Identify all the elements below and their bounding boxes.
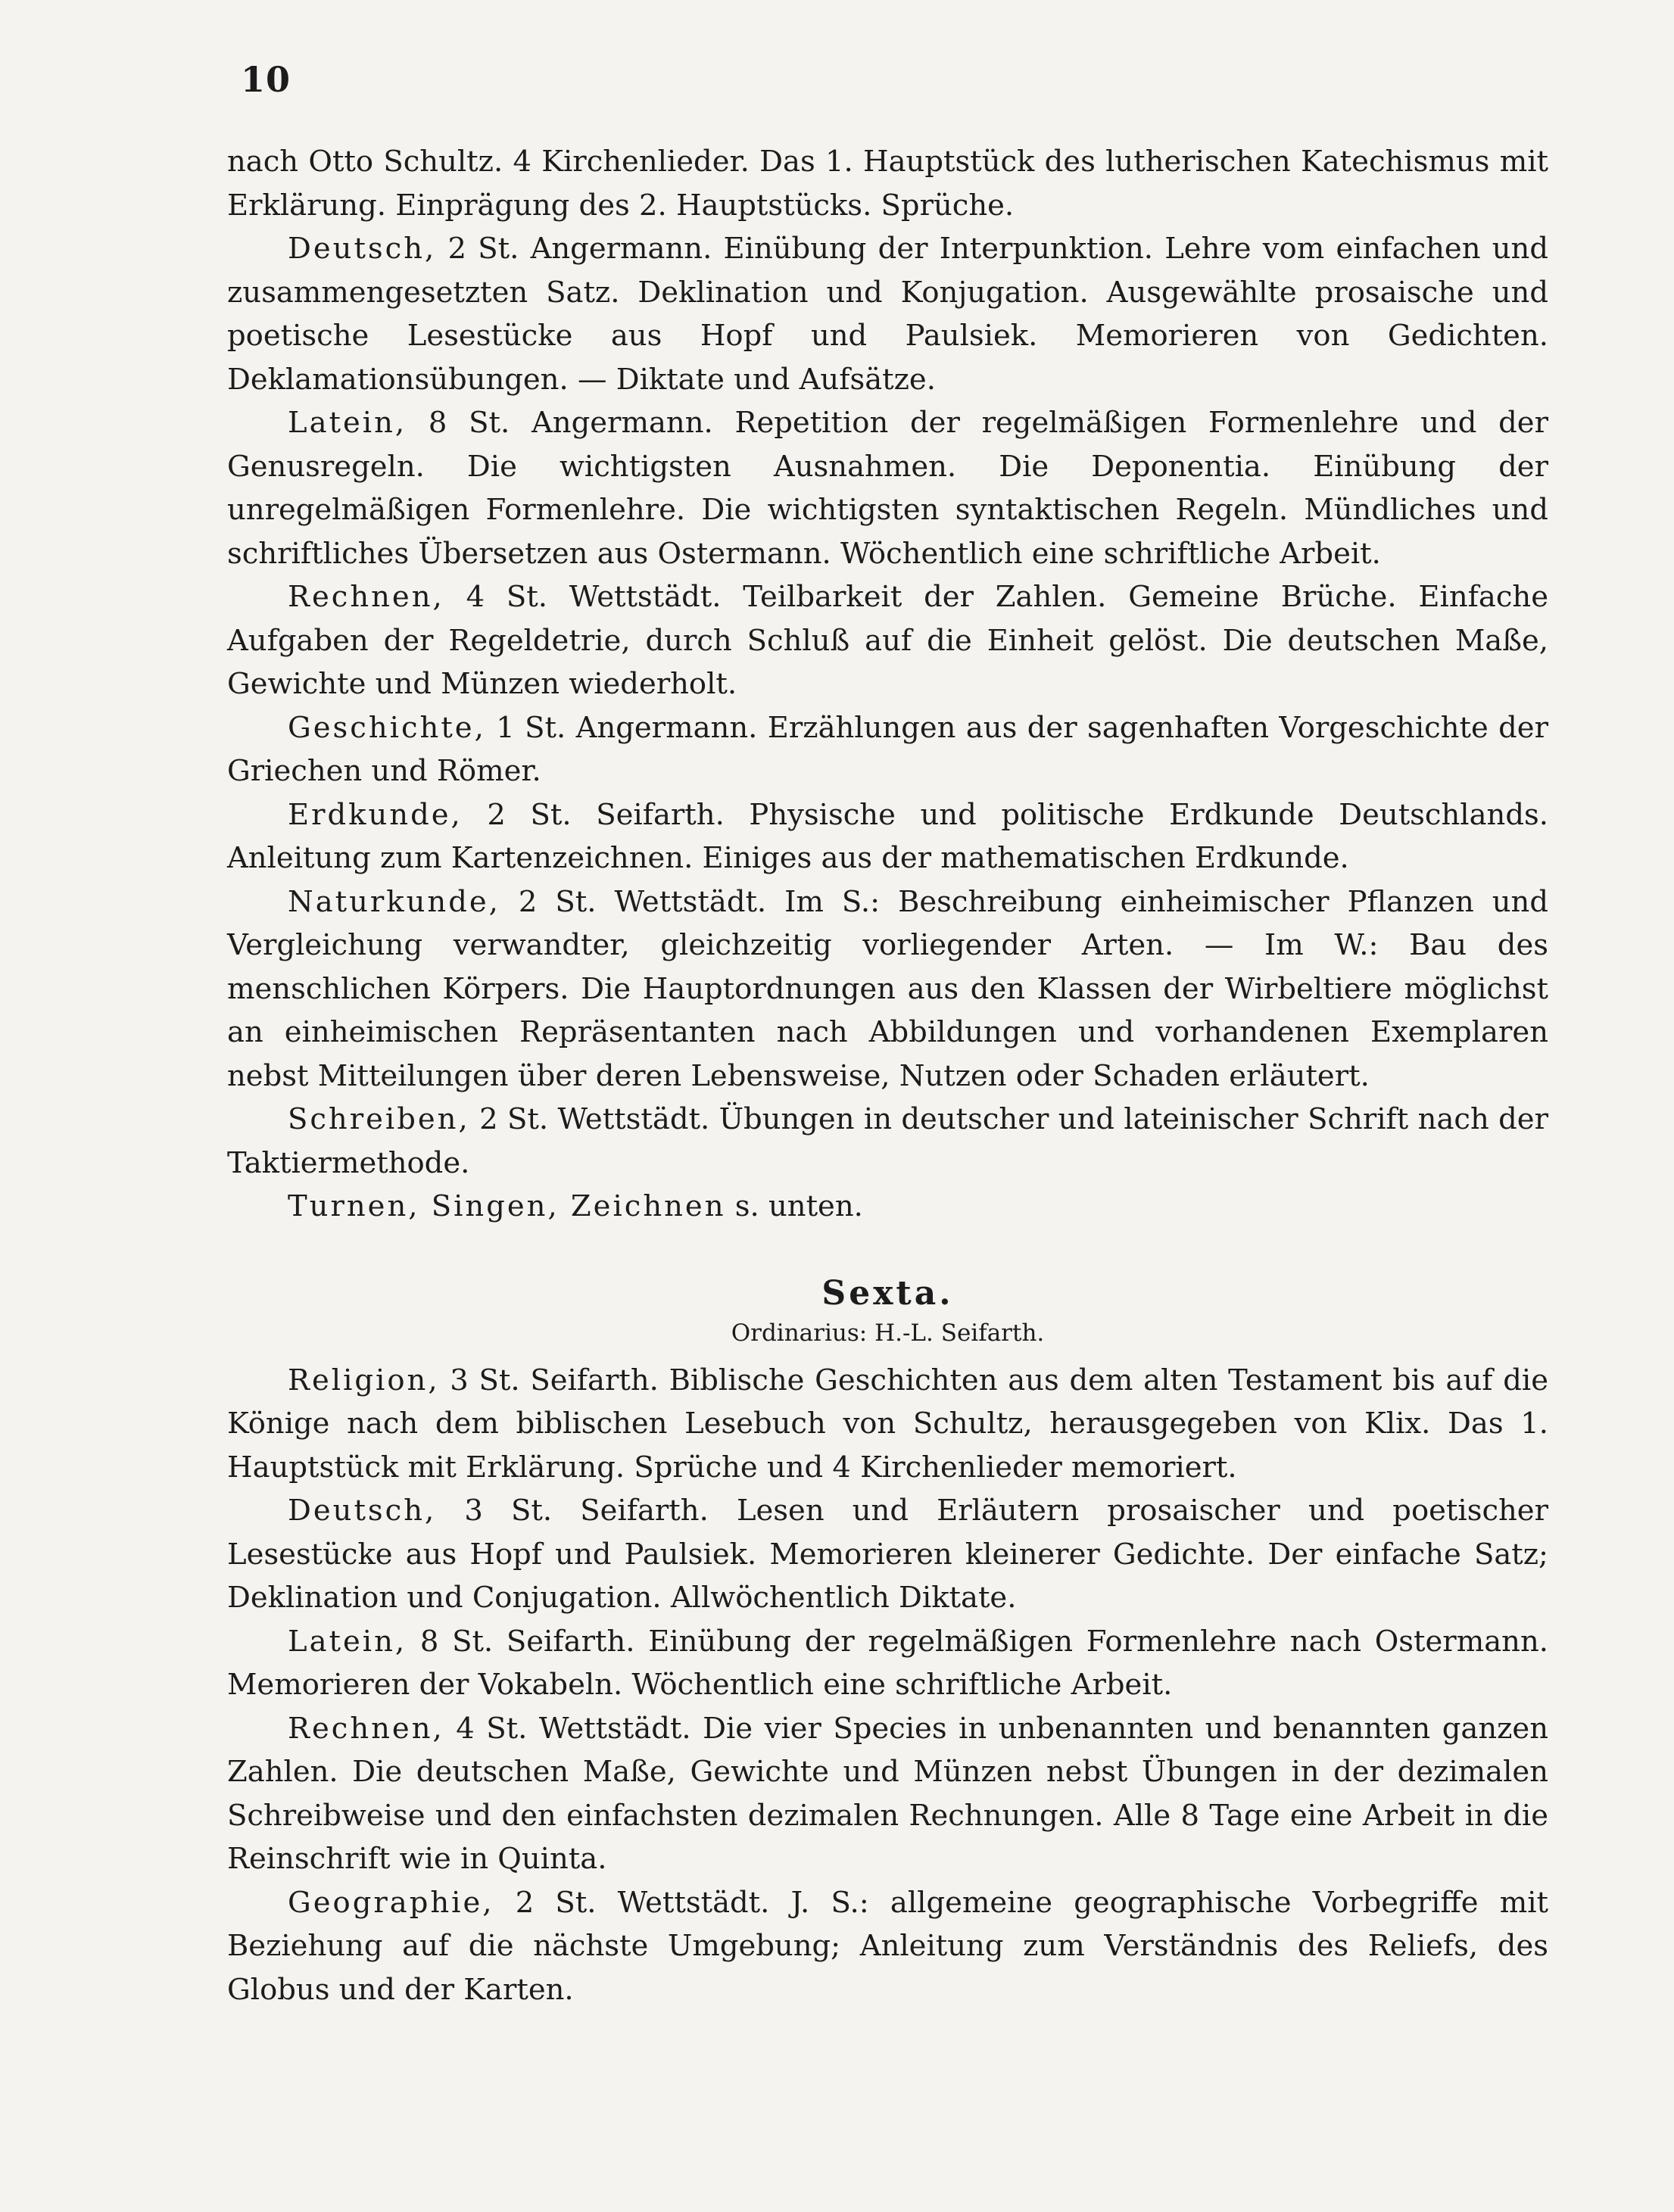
subject-label: Erdkunde, — [288, 797, 463, 832]
paragraph-latein-sexta: Latein, 8 St. Seifarth. Einübung der regelmäßigen Formenlehre nach Ostermann. Memorieren der Vokabeln. Wöchentlich eine schriftliche Arbeit. — [227, 1624, 1548, 1702]
subject-label: Rechnen, — [288, 1711, 444, 1746]
subject-label: Naturkunde, — [288, 884, 500, 919]
paragraph-geographie-sexta: Geographie, 2 St. Wettstädt. J. S.: allgemeine geographische Vorbegriffe mit Beziehung auf die nächste Umgebung; Anleitung zum Verständnis des Reliefs, des Globus und der Karten. — [227, 1885, 1548, 2007]
ordinarius-line: Ordinarius: H.-L. Seifarth. — [731, 1319, 1045, 1347]
subject-label: Latein, — [288, 1624, 407, 1659]
paragraph-rechnen-quinta: Rechnen, 4 St. Wettstädt. Teilbarkeit der Zahlen. Gemeine Brüche. Einfache Aufgaben der Regeldetrie, durch Schluß auf die Einheit gelöst. Die deutschen Maße, Gewichte und Münzen wiederholt. — [227, 580, 1548, 701]
paragraph-rechnen-sexta: Rechnen, 4 St. Wettstädt. Die vier Species in unbenannten und benannten ganzen Zahlen. Die deutschen Maße, Gewichte und Münzen nebst Übungen in der dezimalen Schreibweise und den einfachsten dezimalen Rechnungen. Alle 8 Tage eine Arbeit in die Reinschrift wie in Quinta. — [227, 1711, 1548, 1876]
paragraph-latein-quinta: Latein, 8 St. Angermann. Repetition der regelmäßigen Formenlehre und der Genusregeln. Die wichtigsten Ausnahmen. Die Deponentia. Einübung der unregelmäßigen Formenlehre. Die wichtigsten syntaktischen Regeln. Mündliches und schriftliches Übersetzen aus Ostermann. Wöchentlich eine schriftliche Arbeit. — [227, 406, 1548, 571]
subject-label: Latein, — [288, 406, 407, 440]
subject-label: Schreiben, — [288, 1102, 470, 1136]
paragraph-naturkunde-quinta: Naturkunde, 2 St. Wettstädt. Im S.: Beschreibung einheimischer Pflanzen und Vergleichung verwandter, gleichzeitig vorliegender Arten. — Im W.: Bau des menschlichen Körpers. Die Hauptordnungen aus den Klassen der Wirbeltiere möglichst an einheimischen Repräsentanten nach Abbildungen und vorhandenen Exemplaren nebst Mitteilungen über deren Lebensweise, Nutzen oder Schaden erläutert. — [227, 884, 1548, 1093]
subject-label: Rechnen, — [288, 580, 444, 614]
subject-label: Geschichte, — [288, 710, 486, 745]
page-number: 10 — [241, 59, 291, 100]
subject-label: Deutsch, — [288, 232, 437, 266]
paragraph-deutsch-sexta: Deutsch, 3 St. Seifarth. Lesen und Erläutern prosaischer und poetischer Lesestücke aus Hopf und Paulsiek. Memorieren kleinerer Gedichte. Der einfache Satz; Deklination und Conjugation. Allwöchentlich Diktate. — [227, 1494, 1548, 1615]
paragraph-turnen-singen-zeichnen: Turnen, Singen, Zeichnen s. unten. — [288, 1189, 863, 1223]
page-body — [227, 140, 1548, 2011]
subject-label: Turnen, Singen, Zeichnen — [288, 1189, 726, 1223]
paragraph-schreiben-quinta: Schreiben, 2 St. Wettstädt. Übungen in deutscher und lateinischer Schrift nach der Taktiermethode. — [227, 1102, 1548, 1180]
paragraph-religion-sexta: Religion, 3 St. Seifarth. Biblische Geschichten aus dem alten Testament bis auf die Könige nach dem biblischen Lesebuch von Schultz, herausgegeben von Klix. Das 1. Hauptstück mit Erklärung. Sprüche und 4 Kirchenlieder memoriert. — [227, 1363, 1548, 1485]
paragraph-erdkunde-quinta: Erdkunde, 2 St. Seifarth. Physische und politische Erdkunde Deutschlands. Anleitung zum Kartenzeichnen. Einiges aus der mathematischen Erdkunde. — [227, 797, 1548, 875]
paragraph-geschichte-quinta: Geschichte, 1 St. Angermann. Erzählungen aus der sagenhaften Vorgeschichte der Griechen und Römer. — [227, 710, 1548, 788]
subject-label: Deutsch, — [288, 1494, 437, 1528]
subject-label: Geographie, — [288, 1885, 494, 1920]
subject-label: Religion, — [288, 1363, 440, 1397]
paragraph-religion-continuation: nach Otto Schultz. 4 Kirchenlieder. Das 1. Hauptstück des lutherischen Katechismus mit Erklärung. Einprägung des 2. Hauptstücks. Sprüche. — [227, 145, 1548, 223]
section-title-sexta: Sexta. — [821, 1273, 954, 1313]
paragraph-deutsch-quinta: Deutsch, 2 St. Angermann. Einübung der Interpunktion. Lehre vom einfachen und zusammengesetzten Satz. Deklination und Konjugation. Ausgewählte prosaische und poetische Lesestücke aus Hopf und Paulsiek. Memorieren von Gedichten. Deklamationsübungen. — Diktate und Aufsätze. — [227, 232, 1548, 397]
